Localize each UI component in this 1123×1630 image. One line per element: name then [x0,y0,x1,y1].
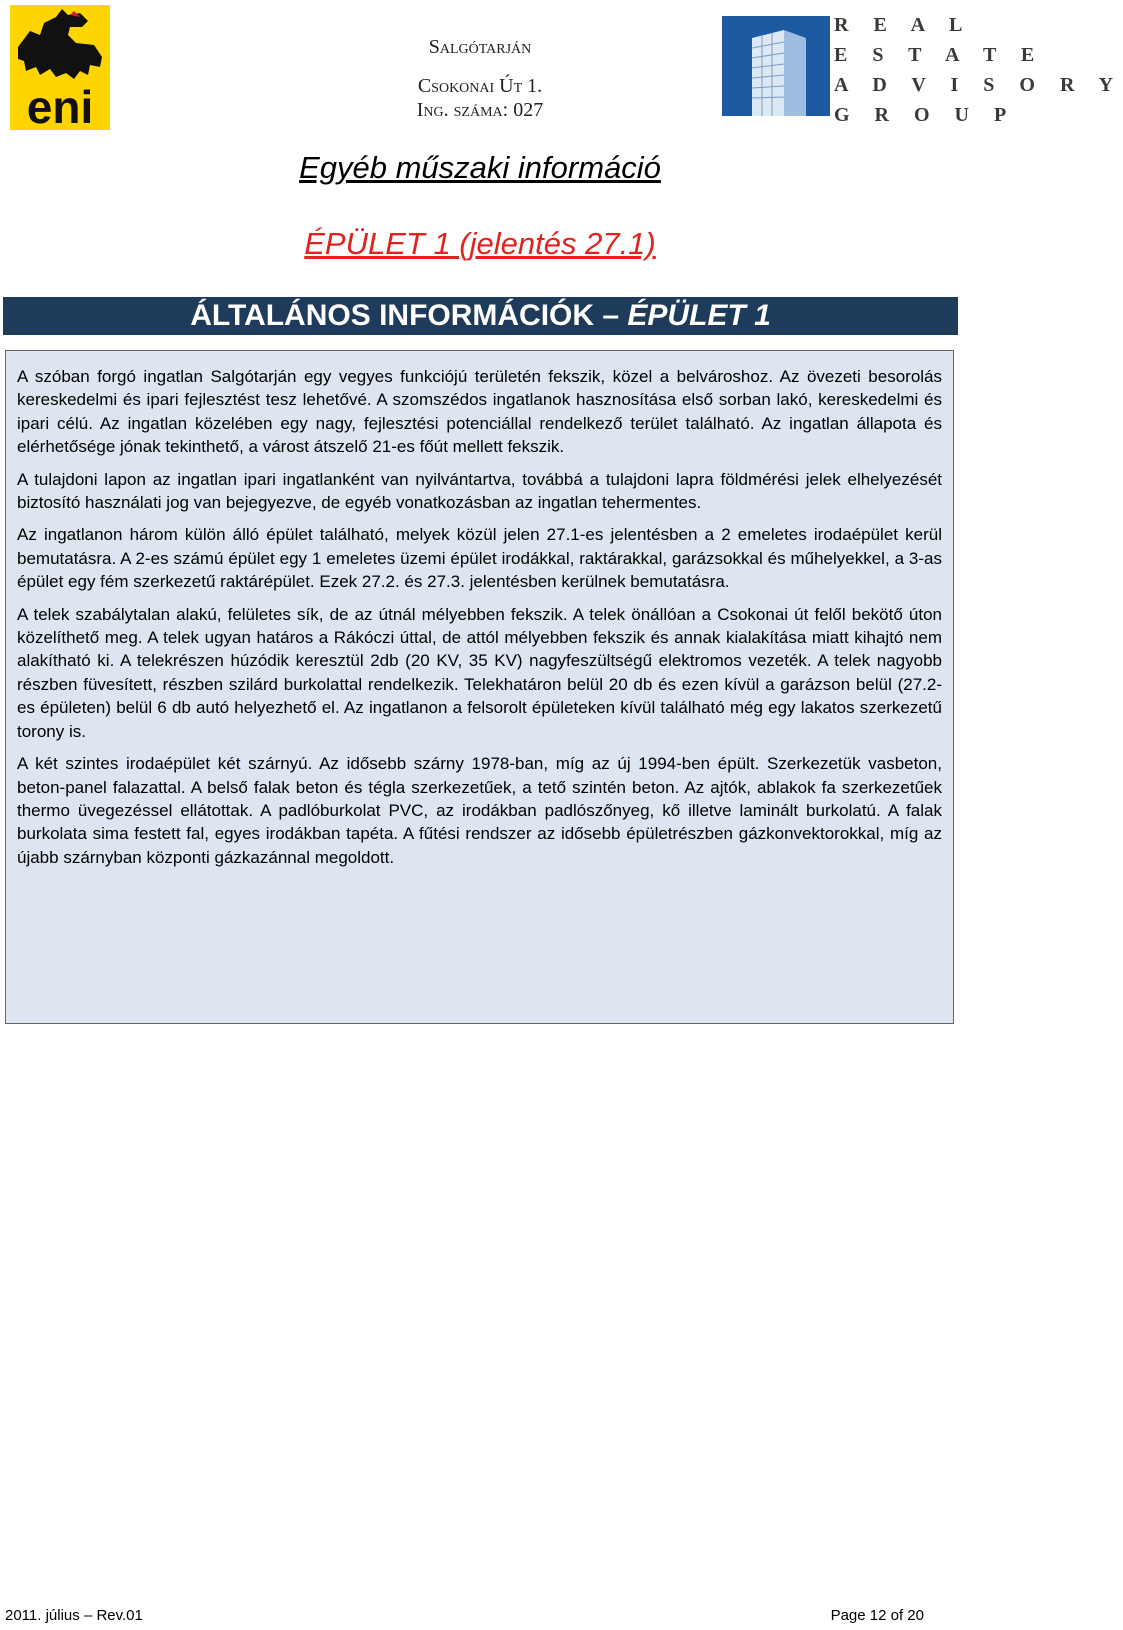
header-property-number: Ing. száma: 027 [416,99,544,121]
banner-italic: ÉPÜLET 1 [627,299,771,332]
paragraph-1: A szóban forgó ingatlan Salgótarján egy vegyes funkciójú területén fekszik, közel a belvároshoz. Az övezeti besorolás kereskedelmi és ipari fejlesztést tesz lehetővé. A szomszédos ingatlanok hasznosítása első sorban lakó, kereskedelmi és ipari célú. Az ingatlan közelében egy nagy, fejlesztési potenciállal rendelkező terület található. Az ingatlan állapota és elérhetősége jónak tekinthető, a várost átszelő 21-es főút mellett fekszik. [17,367,942,457]
paragraph-5: A két szintes irodaépület két szárnyú. Az idősebb szárny 1978-ban, míg az új 1994-ben épült. Szerkezetük vasbeton, beton-panel falazattal. A belső falak beton és tégla szerkezetűek, a tető szintén beton. Az ajtók, ablakok fa szerkezetűek thermo üvegezéssel ellátottak. A padlóburkolat PVC, az irodákban padlószőnyeg, kő illetve laminált burkolatú. A falak burkolata sima festett fal, egyes irodákban tapéta. A fűtési rendszer az idősebb épületrészben gázkonvektorokkal, míg az újabb szárnyban központi gázkazánnal megoldott. [17,754,942,867]
logo-line-group: G R O U P [834,104,1017,126]
eni-logo-text: eni [26,81,94,133]
footer-page-number: Page 12 of 20 [830,1607,924,1624]
header-address: Csokonai Út 1. [417,75,543,97]
paragraph-4: A telek szabálytalan alakú, felületes sík, de az útnál mélyebben fekszik. A telek önállóan a Csokonai út felől bekötő úton közelíthető meg. A telek ugyan határos a Rákóczi úttal, de attól mélyebben fekszik és annak kialakítása miatt kihajtó nem alakítható ki. A telekrészen húzódik keresztül 2db (20 KV, 35 KV) nagyfeszültségű elektromos vezeték. A telek nagyobb részben füvesített, részben szilárd burkolattal rendelkezik. Telekhatáron belül 20 db és ezen kívül a garázson belül (27.2-es épületen) belül 6 db autó helyezhető el. Az ingatlanon a felsorolt épületeken kívül található még egy lakatos szerkezetű torony is. [17,604,942,741]
info-box [5,350,954,1024]
page-header [330,34,630,122]
section-banner [3,297,958,335]
logo-line-estate: E S T A T E [834,44,1045,66]
header-city: Salgótarján [428,36,532,58]
real-estate-advisory-group-logo [722,8,1123,126]
logo-line-real: R E A L [834,14,973,36]
paragraph-2: A tulajdoni lapon az ingatlan ipari ingatlanként van nyilvántartva, továbbá a tulajdoni lapra földmérési jelek elhelyezését biztosító használati jog van bejegyezve, de egyéb vonatkozásban az ingatlan tehermentes. [17,469,942,513]
logo-line-advisory: A D V I S O R Y [834,74,1123,96]
page-subtitle: ÉPÜLET 1 (jelentés 27.1) [304,226,656,261]
footer-date: 2011. július – Rev.01 [5,1607,143,1624]
page-title: Egyéb műszaki információ [299,150,661,185]
banner-main: ÁLTALÁNOS INFORMÁCIÓK – [190,299,628,332]
eni-logo [10,5,110,133]
paragraph-3: Az ingatlanon három külön álló épület található, melyek közül jelen 27.1-es jelentésben a 2 emeletes irodaépület kerül bemutatásra. A 2-es számú épület egy 1 emeletes üzemi épület irodákkal, raktárakkal, garázsokkal és műhelyekkel, a 3-as épület egy fém szerkezetű raktárépület. Ezek 27.2. és 27.3. jelentésben kerülnek bemutatásra. [17,525,942,592]
